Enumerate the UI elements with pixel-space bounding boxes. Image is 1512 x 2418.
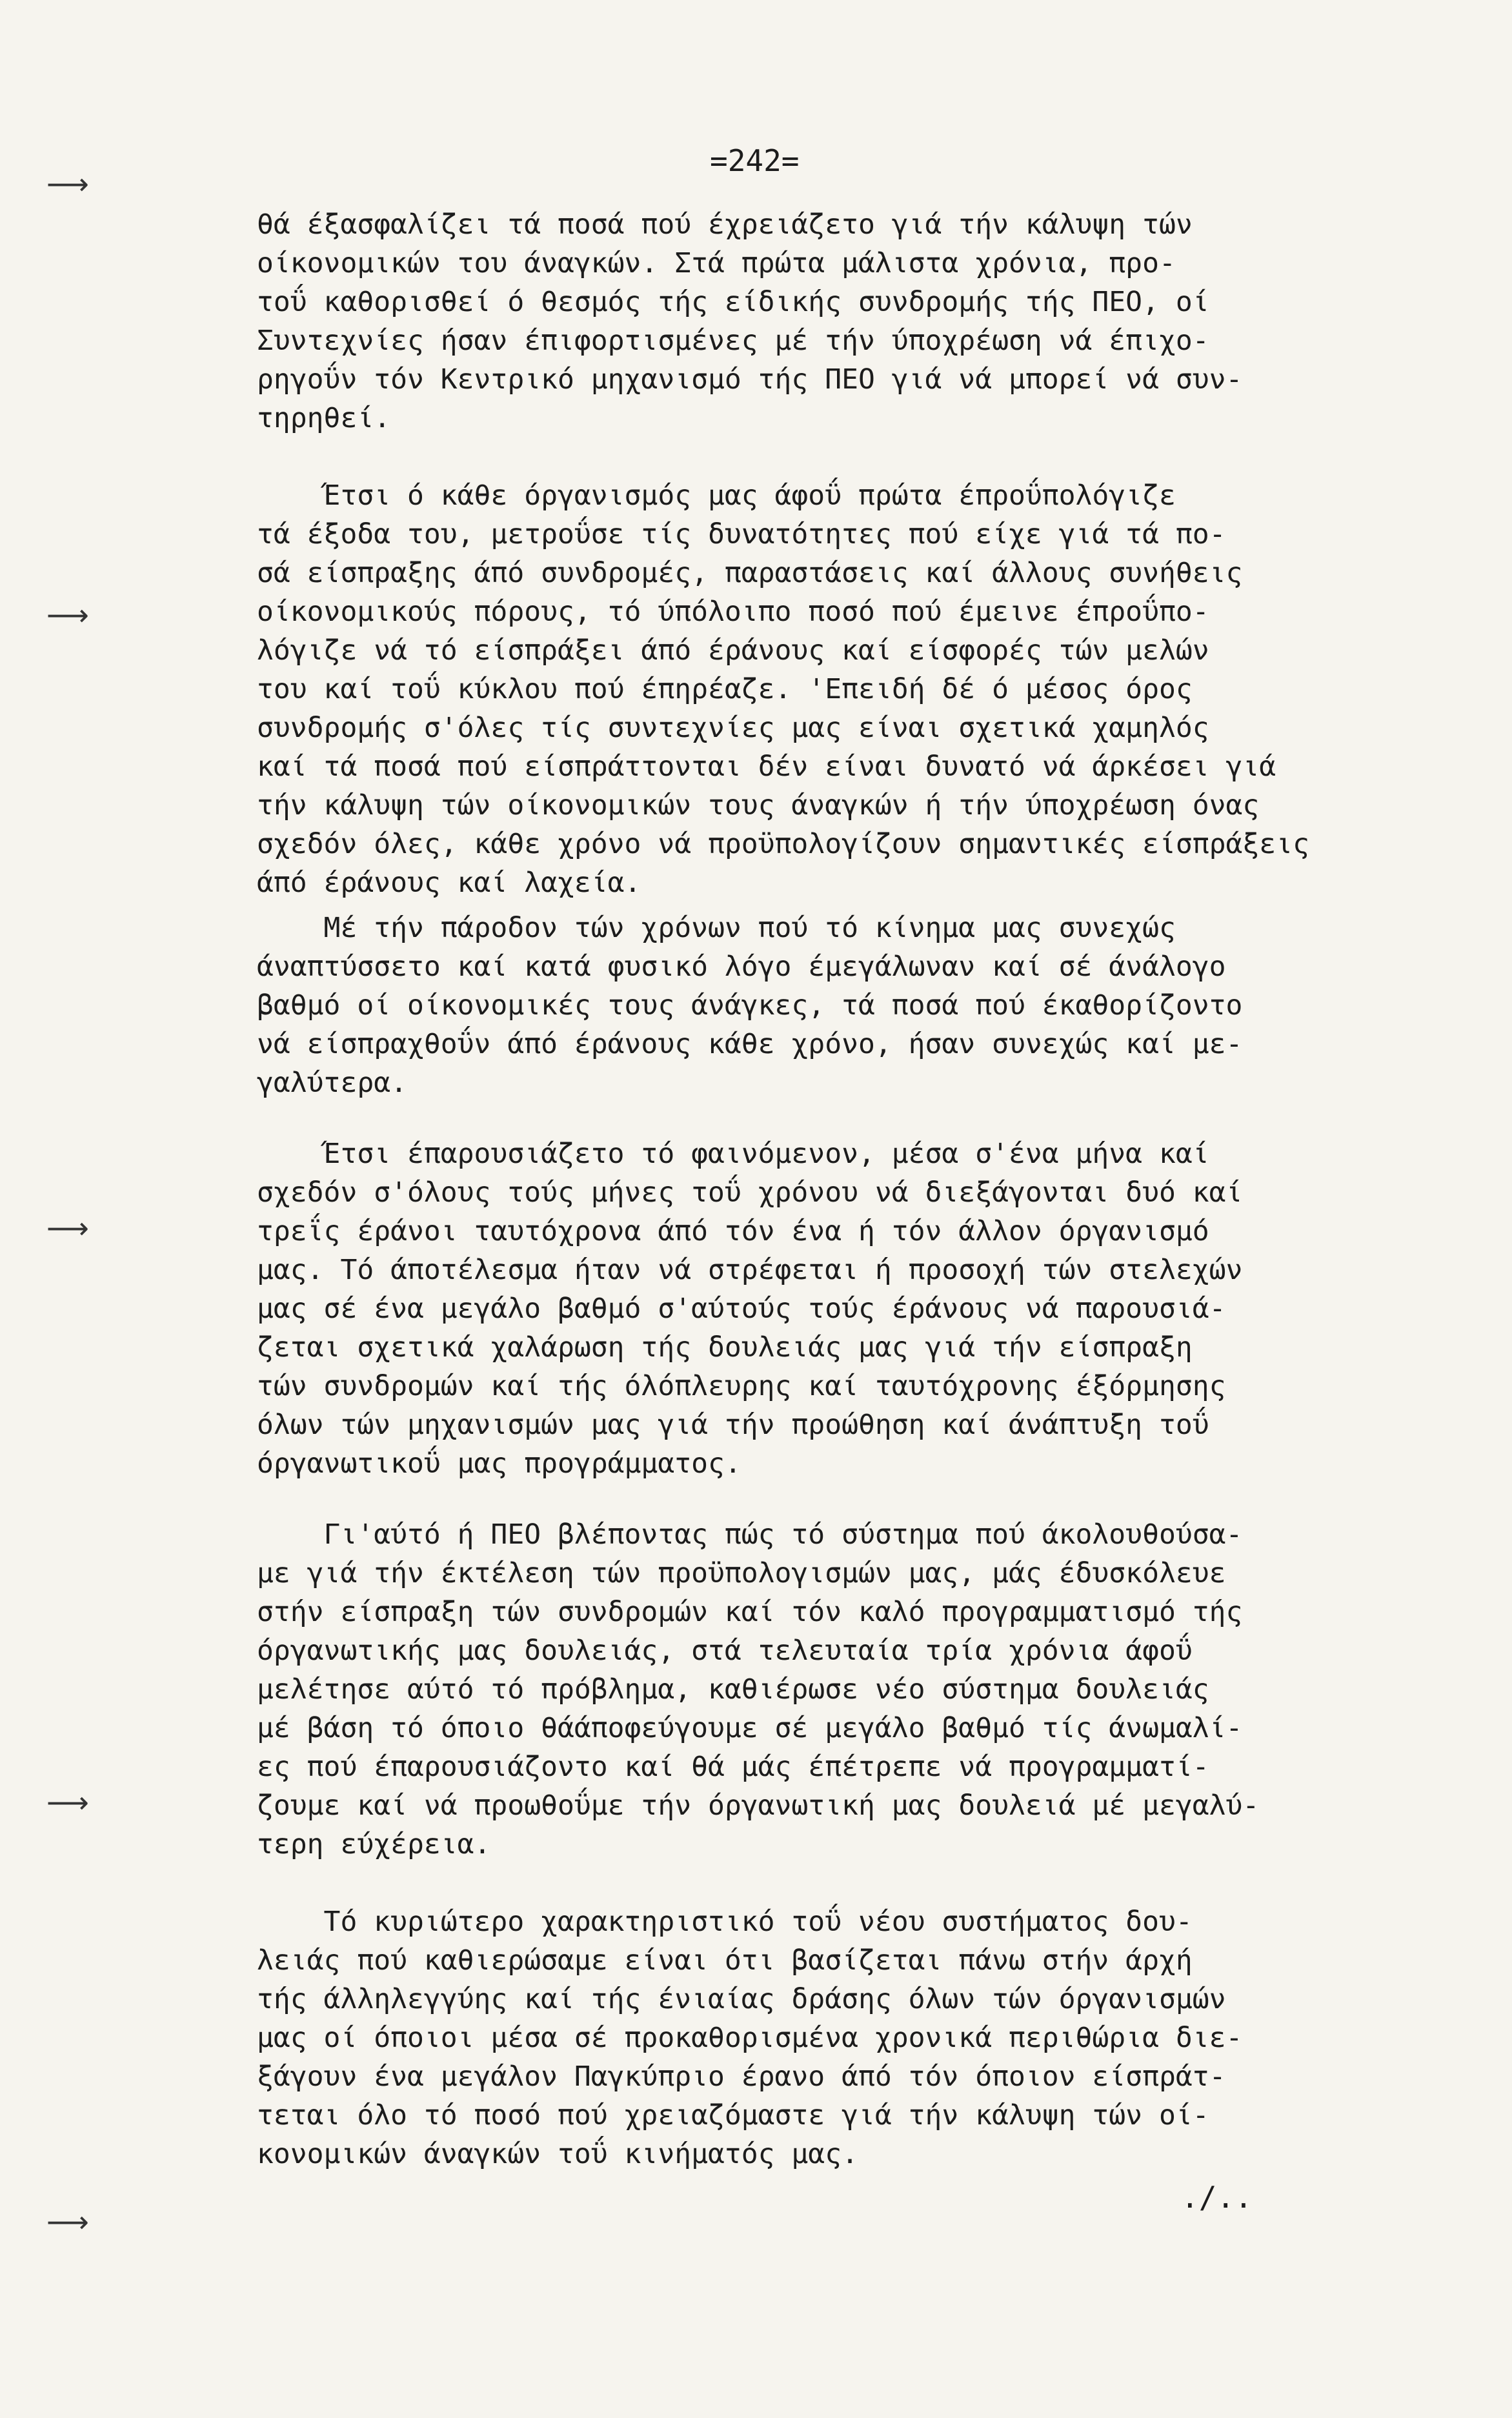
arrow-mark-icon: ⟶ [46,166,89,201]
text-line: Μέ τήν πάροδον τών χρόνων πού τό κίνημα μας συνεχώς [257,912,1176,944]
text-line: τεται όλο τό ποσό πού χρειαζόμαστε γιά τήν κάλυψη τών οί- [257,2099,1209,2131]
text-line: τοΰ καθορισθεί ό θεσμός τής είδικής συνδρομής τής ΠΕΟ, οί [257,286,1209,318]
text-line: με γιά τήν έκτέλεση τών προϋπολογισμών μας, μάς έδυσκόλευε [257,1557,1226,1589]
text-line: τερη εύχέρεια. [257,1828,491,1860]
paragraph-5 [257,1515,1483,1864]
page-number: =242= [710,143,800,178]
text-line: όργανωτικής μας δουλειάς, στά τελευταία τρία χρόνια άφοΰ [257,1635,1193,1667]
text-line: μέ βάση τό όποιο θάάποφεύγουμε σέ μεγάλο βαθμό τίς άνωμαλί- [257,1712,1243,1744]
text-line: μας σέ ένα μεγάλο βαθμό σ'αύτούς τούς έράνους νά παρουσιά- [257,1293,1226,1325]
text-line: σά είσπραξης άπό συνδρομές, παραστάσεις καί άλλους συνήθεις [257,557,1243,589]
paragraph-2 [257,476,1483,902]
text-line: μας. Τό άποτέλεσμα ήταν νά στρέφεται ή προσοχή τών στελεχών [257,1254,1243,1286]
text-line: Έτσι ό κάθε όργανισμός μας άφοΰ πρώτα έπροΰπολόγιζε [257,479,1176,512]
text-line: καί τά ποσά πού είσπράττονται δέν είναι δυνατό νά άρκέσει γιά [257,751,1276,783]
text-line: οίκονομικών του άναγκών. Στά πρώτα μάλιστα χρόνια, προ- [257,247,1176,279]
text-line: όλων τών μηχανισμών μας γιά τήν προώθηση καί άνάπτυξη τοΰ [257,1409,1209,1441]
text-line: θά έξασφαλίζει τά ποσά πού έχρειάζετο γιά τήν κάλυψη τών [257,208,1193,241]
text-line: ξάγουν ένα μεγάλον Παγκύπριο έρανο άπό τόν όποιον είσπράτ- [257,2060,1226,2093]
text-line: σχεδόν όλες, κάθε χρόνο νά προϋπολογίζουν σημαντικές είσπράξεις [257,828,1309,860]
text-line: συνδρομής σ'όλες τίς συντεχνίες μας είναι σχετικά χαμηλός [257,712,1209,744]
text-line: μελέτησε αύτό τό πρόβλημα, καθιέρωσε νέο σύστημα δουλειάς [257,1673,1209,1706]
text-line: στήν είσπραξη τών συνδρομών καί τόν καλό προγραμματισμό τής [257,1596,1243,1628]
text-line: τήν κάλυψη τών οίκονομικών τους άναγκών ή τήν ύποχρέωση όνας [257,789,1260,821]
text-line: του καί τοΰ κύκλου πού έπηρέαζε. 'Επειδή δέ ό μέσος όρος [257,673,1193,705]
text-line: νά είσπραχθοΰν άπό έράνους κάθε χρόνο, ήσαν συνεχώς καί με- [257,1028,1243,1060]
paragraph-1 [257,205,1483,438]
paragraph-6 [257,1902,1483,2173]
arrow-mark-icon: ⟶ [46,598,89,632]
text-line: οίκονομικούς πόρους, τό ύπόλοιπο ποσό πού έμεινε έπροΰπο- [257,596,1209,628]
text-line: ες πού έπαρουσιάζοντο καί θά μάς έπέτρεπε νά προγραμματί- [257,1751,1209,1783]
text-line: βαθμό οί οίκονομικές τους άνάγκες, τά ποσά πού έκαθορίζοντο [257,989,1243,1022]
text-line: ρηγοΰν τόν Κεντρικό μηχανισμό τής ΠΕΟ γιά νά μπορεί νά συν- [257,363,1243,396]
paragraph-4 [257,1134,1483,1483]
text-line: Τό κυριώτερο χαρακτηριστικό τοΰ νέου συστήματος δου- [257,1906,1193,1938]
text-line: γαλύτερα. [257,1067,407,1099]
text-line: ζουμε καί νά προωθοΰμε τήν όργανωτική μας δουλειά μέ μεγαλύ- [257,1789,1260,1822]
text-line: τών συνδρομών καί τής όλόπλευρης καί ταυτόχρονης έξόρμησης [257,1370,1226,1402]
text-line: τηρηθεί. [257,402,391,434]
text-line: τρεΐς έράνοι ταυτόχρονα άπό τόν ένα ή τόν άλλον όργανισμό [257,1215,1209,1247]
arrow-mark-icon: ⟶ [46,1785,89,1820]
text-line: ζεται σχετικά χαλάρωση τής δουλειάς μας γιά τήν είσπραξη [257,1331,1193,1364]
text-line: Συντεχνίες ήσαν έπιφορτισμένες μέ τήν ύποχρέωση νά έπιχο- [257,325,1209,357]
arrow-mark-icon: ⟶ [46,1211,89,1245]
text-line: Έτσι έπαρουσιάζετο τό φαινόμενον, μέσα σ'ένα μήνα καί [257,1138,1209,1170]
text-line: όργανωτικοΰ μας προγράμματος. [257,1447,741,1480]
arrow-mark-icon: ⟶ [46,2204,89,2239]
text-line: Γι'αύτό ή ΠΕΟ βλέποντας πώς τό σύστημα πού άκολουθούσα- [257,1518,1243,1551]
text-line: κονομικών άναγκών τοΰ κινήματός μας. [257,2138,858,2170]
text-line: μας οί όποιοι μέσα σέ προκαθορισμένα χρονικά περιθώρια διε- [257,2022,1243,2054]
text-line: λειάς πού καθιερώσαμε είναι ότι βασίζεται πάνω στήν άρχή [257,1944,1193,1977]
text-line: άναπτύσσετο καί κατά φυσικό λόγο έμεγάλωναν καί σέ άνάλογο [257,951,1226,983]
text-line: λόγιζε νά τό είσπράξει άπό έράνους καί είσφορές τών μελών [257,634,1209,667]
text-line: τής άλληλεγγύης καί τής ένιαίας δράσης όλων τών όργανισμών [257,1983,1226,2015]
text-line: τά έξοδα του, μετροΰσε τίς δυνατότητες πού είχε γιά τά πο- [257,518,1226,550]
paragraph-3 [257,909,1483,1102]
text-line: σχεδόν σ'όλους τούς μήνες τοΰ χρόνου νά διεξάγονται δυό καί [257,1176,1243,1209]
continuation-mark: ./.. [1181,2180,1253,2215]
text-line: άπό έράνους καί λαχεία. [257,867,641,899]
